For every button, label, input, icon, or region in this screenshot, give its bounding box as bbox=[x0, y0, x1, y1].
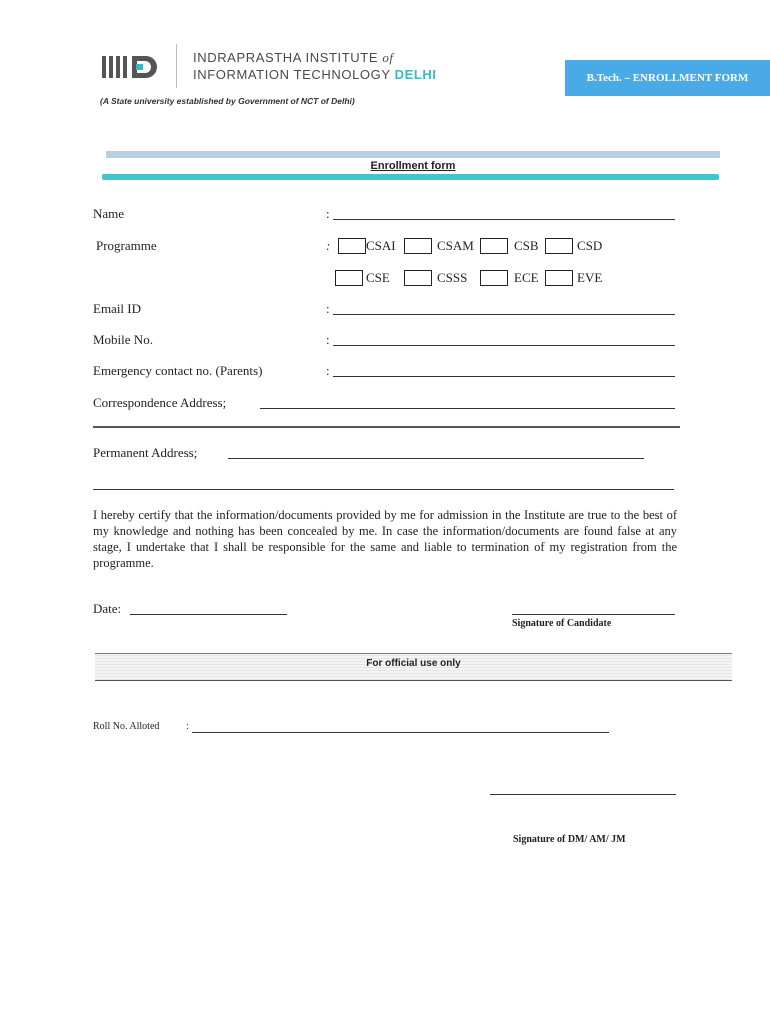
correspondence-address-label: Correspondence Address; bbox=[93, 395, 227, 410]
checkbox-ece[interactable] bbox=[480, 270, 508, 286]
official-use-banner: For official use only bbox=[95, 653, 732, 681]
roll-no-label: Roll No. Alloted bbox=[93, 721, 160, 732]
correspondence-address-field[interactable] bbox=[260, 408, 675, 409]
emergency-contact-label: Emergency contact no. (Parents) bbox=[93, 363, 263, 378]
roll-no-colon: : bbox=[186, 721, 189, 732]
dm-signature-field[interactable] bbox=[490, 794, 676, 795]
checkbox-csam[interactable] bbox=[404, 238, 432, 254]
institute-name-line1: INDRAPRASTHA INSTITUTE of bbox=[193, 50, 394, 65]
option-label-csd: CSD bbox=[577, 238, 603, 253]
option-label-cse: CSE bbox=[366, 270, 390, 285]
mobile-field[interactable] bbox=[333, 345, 675, 346]
option-label-csai: CSAI bbox=[366, 238, 396, 253]
title-band-bottom bbox=[102, 174, 719, 180]
checkbox-csss[interactable] bbox=[404, 270, 432, 286]
programme-label: Programme bbox=[96, 238, 157, 253]
permanent-address-field[interactable] bbox=[228, 458, 644, 459]
email-label: Email ID bbox=[93, 301, 142, 316]
candidate-signature-field[interactable] bbox=[512, 614, 675, 615]
mobile-label: Mobile No. bbox=[93, 332, 153, 347]
institute-name-line2: INFORMATION TECHNOLOGY DELHI bbox=[193, 67, 437, 82]
candidate-signature-label: Signature of Candidate bbox=[512, 618, 612, 629]
checkbox-csd[interactable] bbox=[545, 238, 573, 254]
roll-no-field[interactable] bbox=[192, 732, 609, 733]
mobile-colon: : bbox=[326, 332, 330, 347]
logo-divider bbox=[176, 44, 177, 88]
title-band-top bbox=[106, 151, 720, 158]
permanent-address-label: Permanent Address; bbox=[93, 445, 198, 460]
date-field[interactable] bbox=[130, 614, 287, 615]
programme-colon: : bbox=[326, 238, 331, 253]
form-title: Enrollment form bbox=[370, 160, 456, 172]
section-divider bbox=[93, 426, 680, 428]
name-label: Name bbox=[93, 206, 125, 221]
institute-tagline: (A State university established by Government of NCT of Delhi) bbox=[100, 96, 355, 106]
checkbox-cse[interactable] bbox=[335, 270, 363, 286]
name-field[interactable] bbox=[333, 219, 675, 220]
name-colon: : bbox=[326, 206, 330, 221]
checkbox-eve[interactable] bbox=[545, 270, 573, 286]
email-colon: : bbox=[326, 301, 330, 316]
form-type-badge: B.Tech. – ENROLLMENT FORM bbox=[565, 60, 770, 96]
option-label-csss: CSSS bbox=[437, 270, 468, 285]
date-label: Date: bbox=[93, 601, 122, 616]
permanent-address-field-line2[interactable] bbox=[93, 489, 674, 490]
iiitd-logo-mark bbox=[102, 52, 164, 82]
checkbox-csai[interactable] bbox=[338, 238, 366, 254]
option-label-ece: ECE bbox=[514, 270, 539, 285]
emergency-contact-colon: : bbox=[326, 363, 330, 378]
checkbox-csb[interactable] bbox=[480, 238, 508, 254]
option-label-csam: CSAM bbox=[437, 238, 474, 253]
dm-signature-label: Signature of DM/ AM/ JM bbox=[513, 834, 626, 845]
option-label-csb: CSB bbox=[514, 238, 539, 253]
emergency-contact-field[interactable] bbox=[333, 376, 675, 377]
declaration-text: I hereby certify that the information/documents provided by me for admission in the Institute are true to the best of my knowledge and nothing has been concealed by me. In case the information/documents are found false at any stage, I undertake that I shall be responsible for the same and liable to termination of my registration from the programme. bbox=[93, 508, 677, 570]
option-label-eve: EVE bbox=[577, 270, 603, 285]
email-field[interactable] bbox=[333, 314, 675, 315]
